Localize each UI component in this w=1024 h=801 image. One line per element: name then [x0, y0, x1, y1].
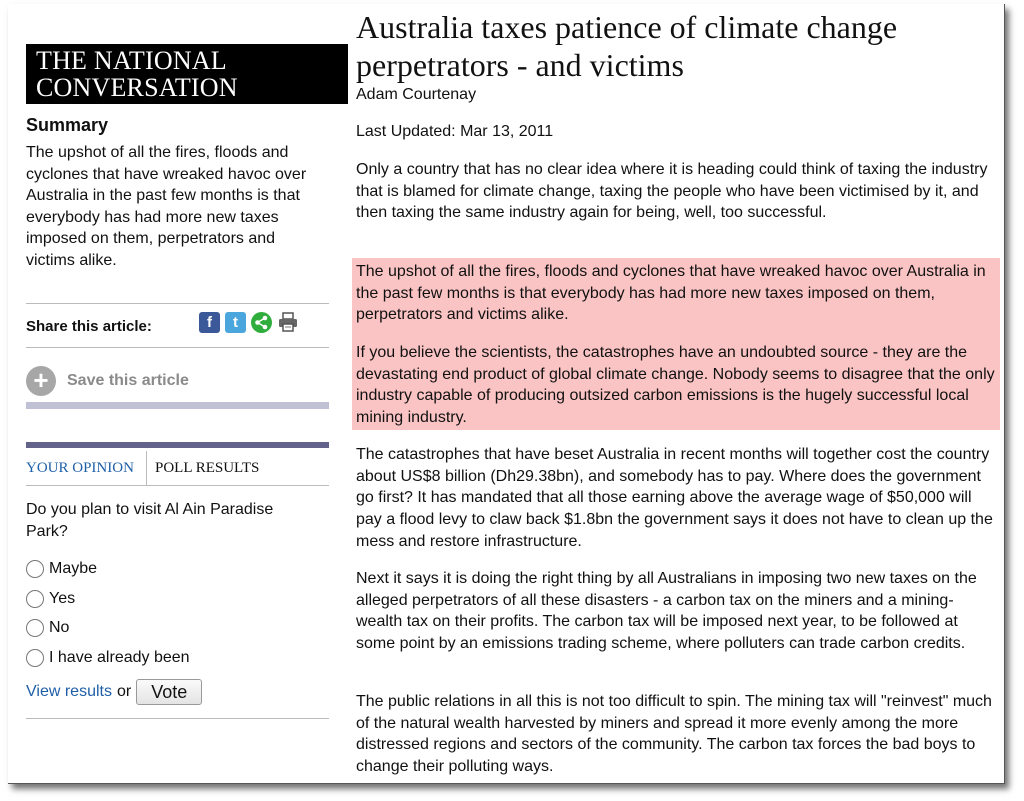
save-article-button[interactable] [26, 366, 189, 396]
share-icon[interactable] [251, 312, 272, 333]
share-label: Share this article: [26, 318, 152, 335]
site-logo[interactable] [26, 44, 348, 104]
radio-button[interactable] [26, 649, 44, 667]
divider [26, 718, 329, 719]
article-paragraph: If you believe the scientists, the catastrophes have an undoubted source - they are the devastating end product of global climate change. Nobody seems to disagree that the only industry capable of producing outsized carbon emissions is the hugely successful local mining industry. [356, 344, 995, 427]
radio-button[interactable] [26, 590, 44, 608]
or-text: or [116, 683, 132, 700]
print-icon[interactable] [277, 312, 298, 333]
facebook-icon[interactable]: f [199, 312, 220, 333]
last-updated: Last Updated: Mar 13, 2011 [356, 123, 554, 140]
article-paragraph: The catastrophes that have beset Australia in recent months will together cost the country about US$8 billion (Dh29.38bn), and somebody has to pay. Where does the government go first? It has mandated that all those earning above the average wage of $50,000 will pay a flood levy to claw back $1.8bn the government says it does not have to clean up the mess and restore infrastructure. [356, 446, 993, 550]
save-label: Save this article [67, 372, 189, 389]
poll-option-no[interactable] [26, 619, 69, 637]
poll-option-yes[interactable] [26, 590, 75, 608]
summary-text: The upshot of all the fires, floods and cyclones that have wreaked havoc over Australia in the past few months is that everybody has had more new taxes imposed on them, perpetrators and victims alike. [26, 144, 307, 269]
article-paragraph: Next it says it is doing the right thing by all Australians in imposing two new taxes on the alleged perpetrators of all these disasters - a carbon tax on the miners and a mining-wealth tax on their profits. The carbon tax will be imposed next year, to be followed at some point by an emissions trading scheme, where polluters can trade carbon credits. [356, 570, 977, 653]
option-label: Yes [49, 590, 76, 607]
poll-option-maybe[interactable] [26, 560, 97, 578]
logo-line-2: CONVERSATION [36, 73, 238, 102]
divider-bar [26, 402, 329, 409]
option-label: I have already been [49, 649, 190, 666]
tab-your-opinion[interactable]: YOUR OPINION [26, 451, 147, 485]
radio-button[interactable] [26, 619, 44, 637]
logo-line-1: THE NATIONAL [36, 46, 227, 75]
article-headline: Australia taxes patience of climate change perpetrators - and victims [356, 9, 898, 83]
poll-question: Do you plan to visit Al Ain Paradise Park? [26, 501, 274, 540]
poll-option-already-been[interactable] [26, 649, 190, 667]
twitter-icon[interactable]: t [225, 312, 246, 333]
radio-button[interactable] [26, 560, 44, 578]
option-label: Maybe [49, 560, 98, 577]
article-paragraph: The upshot of all the fires, floods and cyclones that have wreaked havoc over Australia in the past few months is that everybody has had more new taxes imposed on them, perpetrators and victims alike. [356, 263, 986, 324]
article-author[interactable]: Adam Courtenay [356, 86, 477, 103]
poll-top-bar [26, 442, 329, 448]
view-results-link[interactable]: View results [26, 683, 112, 700]
poll-tabs [26, 451, 329, 486]
article-paragraph: The public relations in all this is not too difficult to spin. The mining tax will "reinvest" much of the natural wealth harvested by miners and spread it more evenly among the more distressed regions and sectors of the community. The carbon tax forces the bad boys to change their polluting ways. [356, 693, 992, 776]
summary-heading: Summary [26, 115, 109, 135]
option-label: No [49, 619, 70, 636]
share-icons [199, 312, 298, 333]
vote-button[interactable]: Vote [136, 679, 202, 705]
divider [26, 347, 329, 348]
article-paragraph: Only a country that has no clear idea where it is heading could think of taxing the industry that is blamed for climate change, taxing the people who have been victimised by it, and then taxing the same industry again for being, well, too successful. [356, 161, 988, 222]
tab-poll-results[interactable]: POLL RESULTS [155, 460, 260, 476]
plus-icon: + [26, 366, 56, 396]
poll-actions [26, 679, 202, 705]
divider [26, 303, 329, 304]
